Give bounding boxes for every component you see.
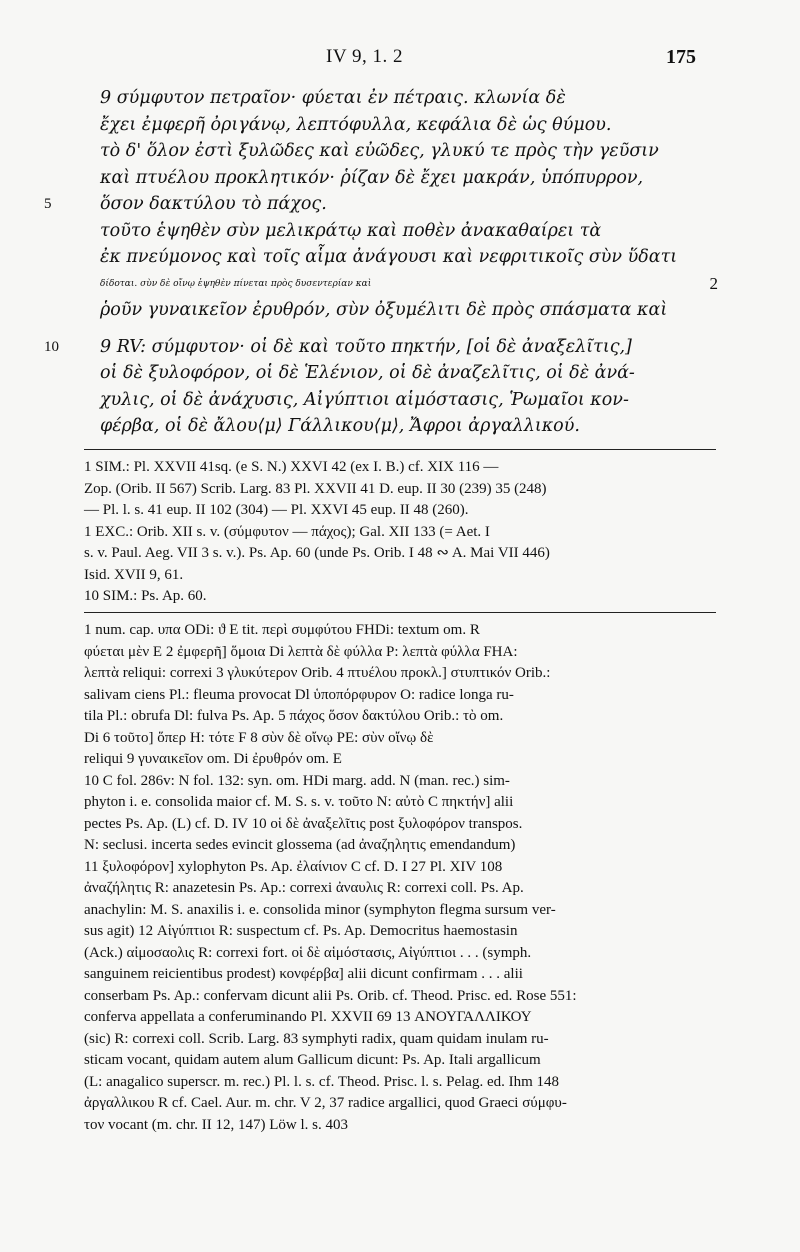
- apparatus-line: (Ack.) αἰμοσαολις R: correxi fort. οἱ δὲ αἱμόστασις, Αἰγύπτιοι . . . (symph.: [84, 944, 532, 961]
- apparatus-line: phyton i. e. consolida maior cf. M. S. s. v. τοῦτο N: αὐτὸ C πηκτήν] alii: [84, 794, 514, 810]
- apparatus-line: 10 C fol. 286v: N fol. 132: syn. om. HDi marg. add. N (man. rec.) sim-: [84, 772, 510, 789]
- testimonia-line: 1 SIM.: Pl. XXVII 41sq. (e S. N.) XXVI 42 (ex I. B.) cf. XIX 116 —: [84, 459, 499, 475]
- testimonia-line: s. v. Paul. Aeg. VII 3 s. v.). Ps. Ap. 60 (unde Ps. Orib. I 48 ∾ A. Mai VII 446): [84, 545, 550, 561]
- apparatus-line: (sic) R: correxi coll. Scrib. Larg. 83 symphyti radix, quam quidam inulam ru-: [84, 1030, 549, 1047]
- running-head: IV 9, 1. 2: [326, 46, 403, 67]
- apparatus-line: conferva appellata a conferuminando Pl. XXVII 69 13 ΑΝΟΥΓΑΛΛΙΚΟΥ: [84, 1009, 532, 1025]
- apparatus-line: φύεται μὲν E 2 ἐμφερῆ] ὅμοια Di λεπτὰ δὲ φύλλα P: λεπτὰ φύλλα FHA:: [84, 643, 518, 660]
- page-header: [88, 42, 696, 72]
- margin-number: 2: [709, 273, 718, 293]
- testimonia-line: — Pl. l. s. 41 eup. II 102 (304) — Pl. XXVI 45 eup. II 48 (260).: [84, 502, 469, 518]
- line-text: ὅσον δακτύλου τὸ πάχος.: [100, 194, 327, 214]
- apparatus-line: reliqui 9 γυναικεῖον om. Di ἐρυθρόν om. E: [84, 751, 342, 767]
- line-text: ἔχει ἐμφερῆ ὀριγάνῳ, λεπτόφυλλα, κεφάλια δὲ ὡς θύμου.: [100, 114, 612, 135]
- critical-apparatus: [84, 620, 716, 1136]
- line-number: 5: [44, 196, 52, 212]
- main-text: [44, 85, 718, 440]
- text-line: [44, 334, 706, 361]
- apparatus-line: anachylin: M. S. anaxilis i. e. consolida minor (symphyton flegma sursum ver-: [84, 901, 556, 918]
- apparatus-line: ἀργαλλικου R cf. Cael. Aur. m. chr. V 2, 37 radice argallici, quod Graeci σύμφυ-: [84, 1095, 567, 1111]
- line-text: ῥοῦν γυναικεῖον ἐρυθρόν, σὺν ὀξυμέλιτι δὲ πρὸς σπάσματα καὶ: [100, 300, 668, 320]
- line-text: οἱ δὲ ξυλοφόρον, οἱ δὲ Ἑλένιον, οἱ δὲ ἀναζελῖτις, οἱ δὲ ἀνά-: [100, 363, 635, 383]
- line-text: 9 RV: σύμφυτον· οἱ δὲ καὶ τοῦτο πηκτήν, [οἱ δὲ ἀναξελῖτις,]: [100, 336, 632, 357]
- line-text: τοῦτο ἑψηθὲν σὺν μελικράτῳ καὶ ποθὲν ἀνακαθαίρει τὰ: [100, 220, 602, 241]
- apparatus-line: ἀναζήλητις R: anazetesin Ps. Ap.: correxi ἀναυλις R: correxi coll. Ps. Ap.: [84, 880, 524, 896]
- apparatus-line: λεπτὰ reliqui: correxi 3 γλυκύτερον Orib. 4 πτυέλου προκλ.] στυπτικόν Orib.:: [84, 665, 551, 681]
- text-line: [100, 85, 706, 112]
- testimonia-line: 1 EXC.: Orib. XII s. v. (σύμφυτον — πάχος); Gal. XII 133 (= Aet. I: [84, 523, 490, 540]
- testimonia-line: Zop. (Orib. II 567) Scrib. Larg. 83 Pl. XXVII 41 D. eup. II 30 (239) 35 (248): [84, 480, 547, 497]
- apparatus-line: sus agit) 12 Αἰγύπτιοι R: suspectum cf. Ps. Ap. Democritus haemostasin: [84, 923, 518, 939]
- apparatus-line: pectes Ps. Ap. (L) cf. D. IV 10 οἱ δὲ ἀναξελῖτις post ξυλοφόρον transpos.: [84, 815, 523, 832]
- apparatus-line: sanguinem reicientibus prodest) κονφέρβα] alii dicunt confirmam . . . alii: [84, 966, 523, 982]
- apparatus-line: (L: anagalico superscr. m. rec.) Pl. l. s. cf. Theod. Prisc. l. s. Pelag. ed. Ihm 148: [84, 1073, 560, 1090]
- line-text: ἐκ πνεύμονος καὶ τοῖς αἷμα ἀνάγουσι καὶ νεφριτικοῖς σὺν ὕδατι: [100, 247, 678, 267]
- text-line: [100, 413, 706, 440]
- page-number: 175: [666, 46, 696, 68]
- text-line: [100, 244, 706, 271]
- line-text: φέρβα, οἱ δὲ ἄλου⟨μ⟩ Γάλλικου⟨μ⟩, Ἄφροι ἀργαλλικού.: [100, 416, 580, 436]
- line-text: καὶ πτυέλου προκλητικόν· ῥίζαν δὲ ἔχει μακράν, ὑπόπυρρον,: [100, 167, 644, 188]
- apparatus-line: τον vocant (m. chr. II 12, 147) Löw l. s. 403: [84, 1116, 349, 1133]
- text-line: [44, 191, 706, 218]
- text-line: [100, 387, 706, 414]
- testimonia-line: 10 SIM.: Ps. Ap. 60.: [84, 588, 207, 604]
- line-text: χυλις, οἱ δὲ ἀνάχυσις, Αἰγύπτιοι αἱμόστασις, Ῥωμαῖοι κον-: [100, 389, 629, 410]
- text-line: [100, 138, 706, 165]
- text-line: [100, 360, 706, 387]
- line-text: τὸ δ' ὅλον ἐστὶ ξυλῶδες καὶ εὐῶδες, γλυκύ τε πρὸς τὴν γεῦσιν: [100, 141, 659, 161]
- section-divider: [84, 449, 716, 450]
- section-divider: [84, 612, 716, 613]
- apparatus-line: conserbam Ps. Ap.: confervam dicunt alii Ps. Orib. cf. Theod. Prisc. ed. Rose 551:: [84, 987, 577, 1004]
- line-number: 10: [44, 338, 59, 355]
- apparatus-line: salivam ciens Pl.: fleuma provocat Dl ὑποπόρφυρον O: radice longa ru-: [84, 686, 514, 703]
- apparatus-line: 1 num. cap. υπα ODi: ϑ E tit. περὶ συμφύτου FHDi: textum om. R: [84, 622, 480, 638]
- apparatus-line: sticam vocant, quidam autem alum Gallicum dicunt: Ps. Ap. Itali argallicum: [84, 1052, 541, 1068]
- apparatus-line: Di 6 τοῦτο] ὅπερ H: τότε F 8 σὺν δὲ οἴνῳ PE: σὺν οἴνῳ δὲ: [84, 729, 434, 746]
- line-text: δίδοται. σὺν δὲ οἴνῳ ἑψηθὲν πίνεται πρὸς δυσεντερίαν καὶ: [100, 278, 372, 289]
- text-line: [100, 112, 706, 139]
- apparatus-line: tila Pl.: obrufa Dl: fulva Ps. Ap. 5 πάχος ὅσον δακτύλου Orib.: τὸ om.: [84, 708, 504, 724]
- line-text: 9 σύμφυτον πετραῖον· φύεται ἐν πέτραις. κλωνία δὲ: [100, 88, 566, 108]
- apparatus-line: 11 ξυλοφόρον] xylophyton Ps. Ap. ἐλαίνιον C cf. D. I 27 Pl. XIV 108: [84, 858, 503, 875]
- testimonia-section: [84, 457, 716, 608]
- text-line: [100, 271, 718, 298]
- apparatus-line: N: seclusi. incerta sedes evincit glossema (ad ἀναζηλητις emendandum): [84, 837, 516, 853]
- text-line: [100, 297, 706, 324]
- testimonia-line: Isid. XVII 9, 61.: [84, 566, 184, 583]
- text-line: [100, 165, 706, 192]
- text-line: [100, 218, 706, 245]
